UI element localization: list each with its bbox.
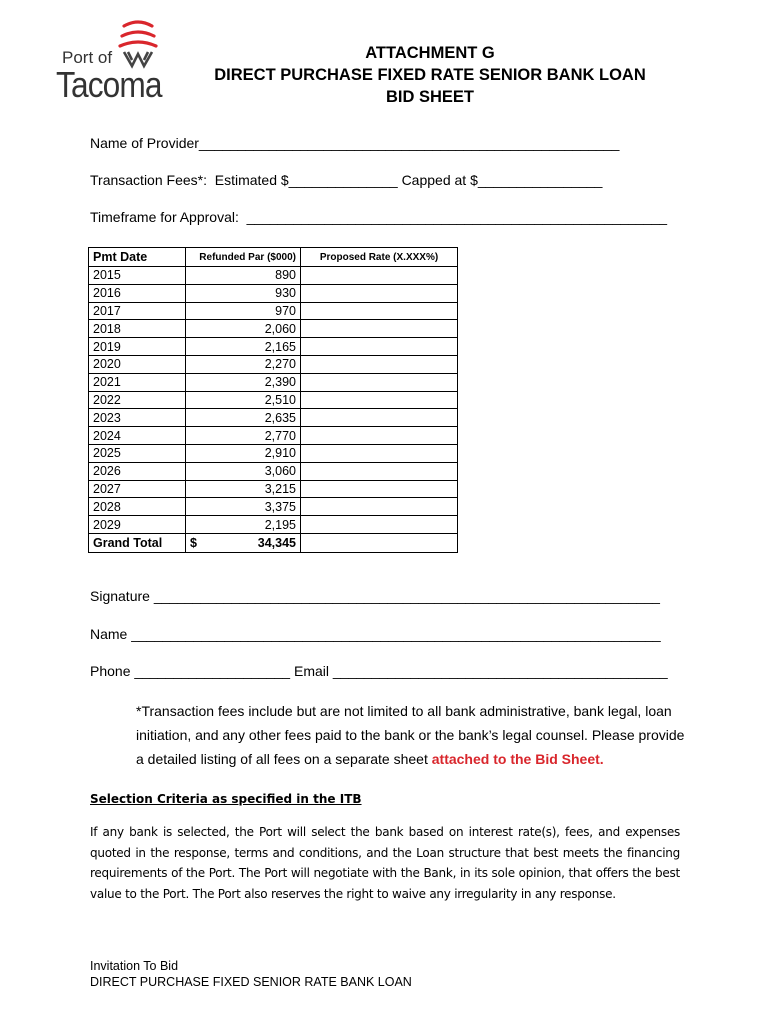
title-line-3: BID SHEET	[385, 88, 474, 106]
port-of-tacoma-logo	[52, 14, 172, 105]
table-row	[89, 284, 458, 302]
refunded-par-cell: 2,635	[186, 409, 301, 427]
refunded-par-cell: 2,910	[186, 444, 301, 462]
grand-total-label: Grand Total	[89, 533, 186, 552]
proposed-rate-input[interactable]	[301, 480, 458, 498]
pmt-date-cell: 2023	[89, 409, 186, 427]
refunded-par-cell: 3,215	[186, 480, 301, 498]
table-row	[89, 444, 458, 462]
table-row	[89, 391, 458, 409]
table-row	[89, 427, 458, 445]
signature-field[interactable]: Signature _________________________________________________________________	[90, 588, 660, 604]
transaction-fees-field[interactable]: Transaction Fees*: Estimated $______________ Capped at $________________	[90, 172, 603, 188]
table-row	[89, 498, 458, 516]
grand-total-rate-input[interactable]	[301, 533, 458, 552]
proposed-rate-input[interactable]	[301, 516, 458, 534]
table-row	[89, 338, 458, 356]
provider-name-field[interactable]: Name of Provider______________________________________________________	[90, 135, 620, 151]
table-row	[89, 373, 458, 391]
proposed-rate-input[interactable]	[301, 355, 458, 373]
page-footer	[90, 958, 412, 990]
refunded-par-cell: 2,195	[186, 516, 301, 534]
proposed-rate-input[interactable]	[301, 320, 458, 338]
table-row	[89, 516, 458, 534]
refunded-par-cell: 2,390	[186, 373, 301, 391]
proposed-rate-input[interactable]	[301, 284, 458, 302]
table-row	[89, 480, 458, 498]
pmt-date-cell: 2022	[89, 391, 186, 409]
pmt-date-cell: 2020	[89, 355, 186, 373]
pmt-date-cell: 2024	[89, 427, 186, 445]
name-field[interactable]: Name ____________________________________________________________________	[90, 626, 661, 642]
footnote-text: *Transaction fees include but are not limited to all bank administrative, bank legal, loan initiation, and any other fees paid to the bank or the bank’s legal counsel. Please provide a detailed listing of all fees on a separate sheet	[136, 703, 685, 767]
header-pmt-date: Pmt Date	[89, 248, 186, 267]
grand-total-row	[89, 533, 458, 552]
pmt-date-cell: 2018	[89, 320, 186, 338]
footer-line-2: DIRECT PURCHASE FIXED SENIOR RATE BANK LOAN	[90, 975, 412, 989]
pmt-date-cell: 2019	[89, 338, 186, 356]
logo-name-text: Tacoma	[56, 64, 162, 105]
document-title	[180, 42, 680, 108]
table-row	[89, 355, 458, 373]
grand-total-value: 34,345	[257, 535, 296, 550]
grand-total-value-cell	[186, 533, 301, 552]
table-row	[89, 302, 458, 320]
refunded-par-cell: 890	[186, 267, 301, 285]
bid-table	[88, 247, 458, 553]
header-proposed-rate: Proposed Rate (X.XXX%)	[301, 248, 458, 267]
refunded-par-cell: 970	[186, 302, 301, 320]
timeframe-approval-field[interactable]: Timeframe for Approval: ______________________________________________________	[90, 209, 668, 225]
pmt-date-cell: 2027	[89, 480, 186, 498]
proposed-rate-input[interactable]	[301, 444, 458, 462]
table-row	[89, 267, 458, 285]
proposed-rate-input[interactable]	[301, 409, 458, 427]
table-header-row	[89, 248, 458, 267]
refunded-par-cell: 3,375	[186, 498, 301, 516]
proposed-rate-input[interactable]	[301, 338, 458, 356]
pmt-date-cell: 2016	[89, 284, 186, 302]
grand-total-currency: $	[190, 535, 197, 550]
footer-line-1: Invitation To Bid	[90, 959, 179, 973]
footnote-red-text: attached to the Bid Sheet.	[431, 751, 604, 767]
proposed-rate-input[interactable]	[301, 267, 458, 285]
table-row	[89, 409, 458, 427]
refunded-par-cell: 3,060	[186, 462, 301, 480]
refunded-par-cell: 2,060	[186, 320, 301, 338]
table-row	[89, 320, 458, 338]
pmt-date-cell: 2017	[89, 302, 186, 320]
transaction-fees-footnote	[136, 699, 696, 771]
pmt-date-cell: 2021	[89, 373, 186, 391]
refunded-par-cell: 2,510	[186, 391, 301, 409]
pmt-date-cell: 2015	[89, 267, 186, 285]
refunded-par-cell: 2,770	[186, 427, 301, 445]
selection-criteria-heading: Selection Criteria as specified in the ITB	[90, 792, 362, 806]
title-line-1: ATTACHMENT G	[365, 44, 495, 62]
pmt-date-cell: 2026	[89, 462, 186, 480]
title-line-2: DIRECT PURCHASE FIXED RATE SENIOR BANK LOAN	[214, 66, 646, 84]
proposed-rate-input[interactable]	[301, 462, 458, 480]
pmt-date-cell: 2025	[89, 444, 186, 462]
selection-criteria-body: If any bank is selected, the Port will select the bank based on interest rate(s), fees, and expenses quoted in the response, terms and conditions, and the Loan structure that best meets the financing requirements of the Port. The Port will negotiate with the Bank, in its sole opinion, that offers the best value to the Port. The Port also reserves the right to waive any irregularity in any response.	[90, 825, 680, 901]
pmt-date-cell: 2028	[89, 498, 186, 516]
proposed-rate-input[interactable]	[301, 302, 458, 320]
proposed-rate-input[interactable]	[301, 498, 458, 516]
header-refunded-par: Refunded Par ($000)	[186, 248, 301, 267]
pmt-date-cell: 2029	[89, 516, 186, 534]
proposed-rate-input[interactable]	[301, 427, 458, 445]
refunded-par-cell: 2,165	[186, 338, 301, 356]
refunded-par-cell: 2,270	[186, 355, 301, 373]
logo-port-text: Port of	[62, 48, 113, 67]
proposed-rate-input[interactable]	[301, 391, 458, 409]
proposed-rate-input[interactable]	[301, 373, 458, 391]
refunded-par-cell: 930	[186, 284, 301, 302]
table-row	[89, 462, 458, 480]
phone-email-field[interactable]: Phone ____________________ Email ___________________________________________	[90, 663, 668, 679]
